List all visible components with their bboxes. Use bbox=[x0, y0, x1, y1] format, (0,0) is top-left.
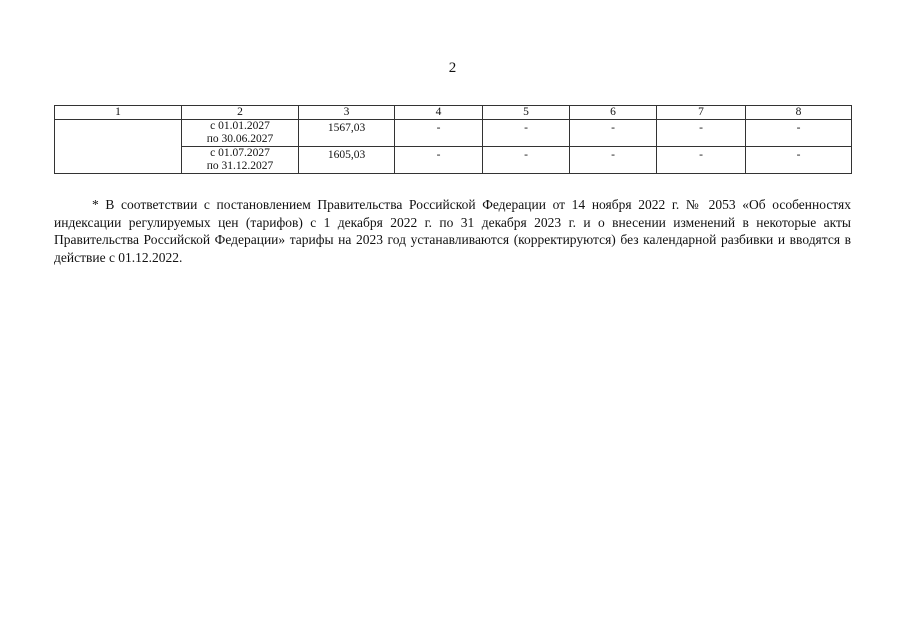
period-cell bbox=[182, 120, 299, 147]
table-header-row bbox=[55, 106, 852, 120]
table-cell: - bbox=[570, 120, 657, 147]
table-cell: - bbox=[657, 147, 746, 174]
column-header-1: 1 bbox=[55, 106, 182, 120]
column-header-6: 6 bbox=[570, 106, 657, 120]
table-cell-blank bbox=[55, 120, 182, 174]
period-to: по 31.12.2027 bbox=[206, 160, 274, 172]
table-cell: - bbox=[483, 147, 570, 174]
table-cell: - bbox=[746, 147, 852, 174]
table-cell: - bbox=[657, 120, 746, 147]
page-number: 2 bbox=[448, 60, 457, 76]
table-cell: - bbox=[746, 120, 852, 147]
column-header-2: 2 bbox=[182, 106, 299, 120]
column-header-7: 7 bbox=[657, 106, 746, 120]
table-cell: - bbox=[395, 120, 483, 147]
table-cell: - bbox=[483, 120, 570, 147]
footnote: * В соответствии с постановлением Правительства Российской Федерации от 14 ноября 2022 г. № 2053 «Об особенностях индексации регулируемых цен (тарифов) с 1 декабря 2022 г. по 31 декабря 2023 г. и о внесении изменений в некоторые акты Правительства Российской Федерации» тарифы на 2023 год устанавливаются (корректируются) без календарной разбивки и вводятся в действие с 01.12.2022. bbox=[54, 197, 851, 265]
period-cell bbox=[182, 147, 299, 174]
rate-cell: 1567,03 bbox=[299, 120, 395, 147]
table-row bbox=[55, 120, 852, 147]
period-from: с 01.01.2027 bbox=[210, 120, 270, 132]
rate-cell: 1605,03 bbox=[299, 147, 395, 174]
table-cell: - bbox=[395, 147, 483, 174]
column-header-3: 3 bbox=[299, 106, 395, 120]
tariff-table bbox=[54, 105, 852, 174]
column-header-8: 8 bbox=[746, 106, 852, 120]
period-to: по 30.06.2027 bbox=[206, 133, 274, 145]
table-cell: - bbox=[570, 147, 657, 174]
column-header-5: 5 bbox=[483, 106, 570, 120]
period-from: с 01.07.2027 bbox=[210, 147, 270, 159]
column-header-4: 4 bbox=[395, 106, 483, 120]
